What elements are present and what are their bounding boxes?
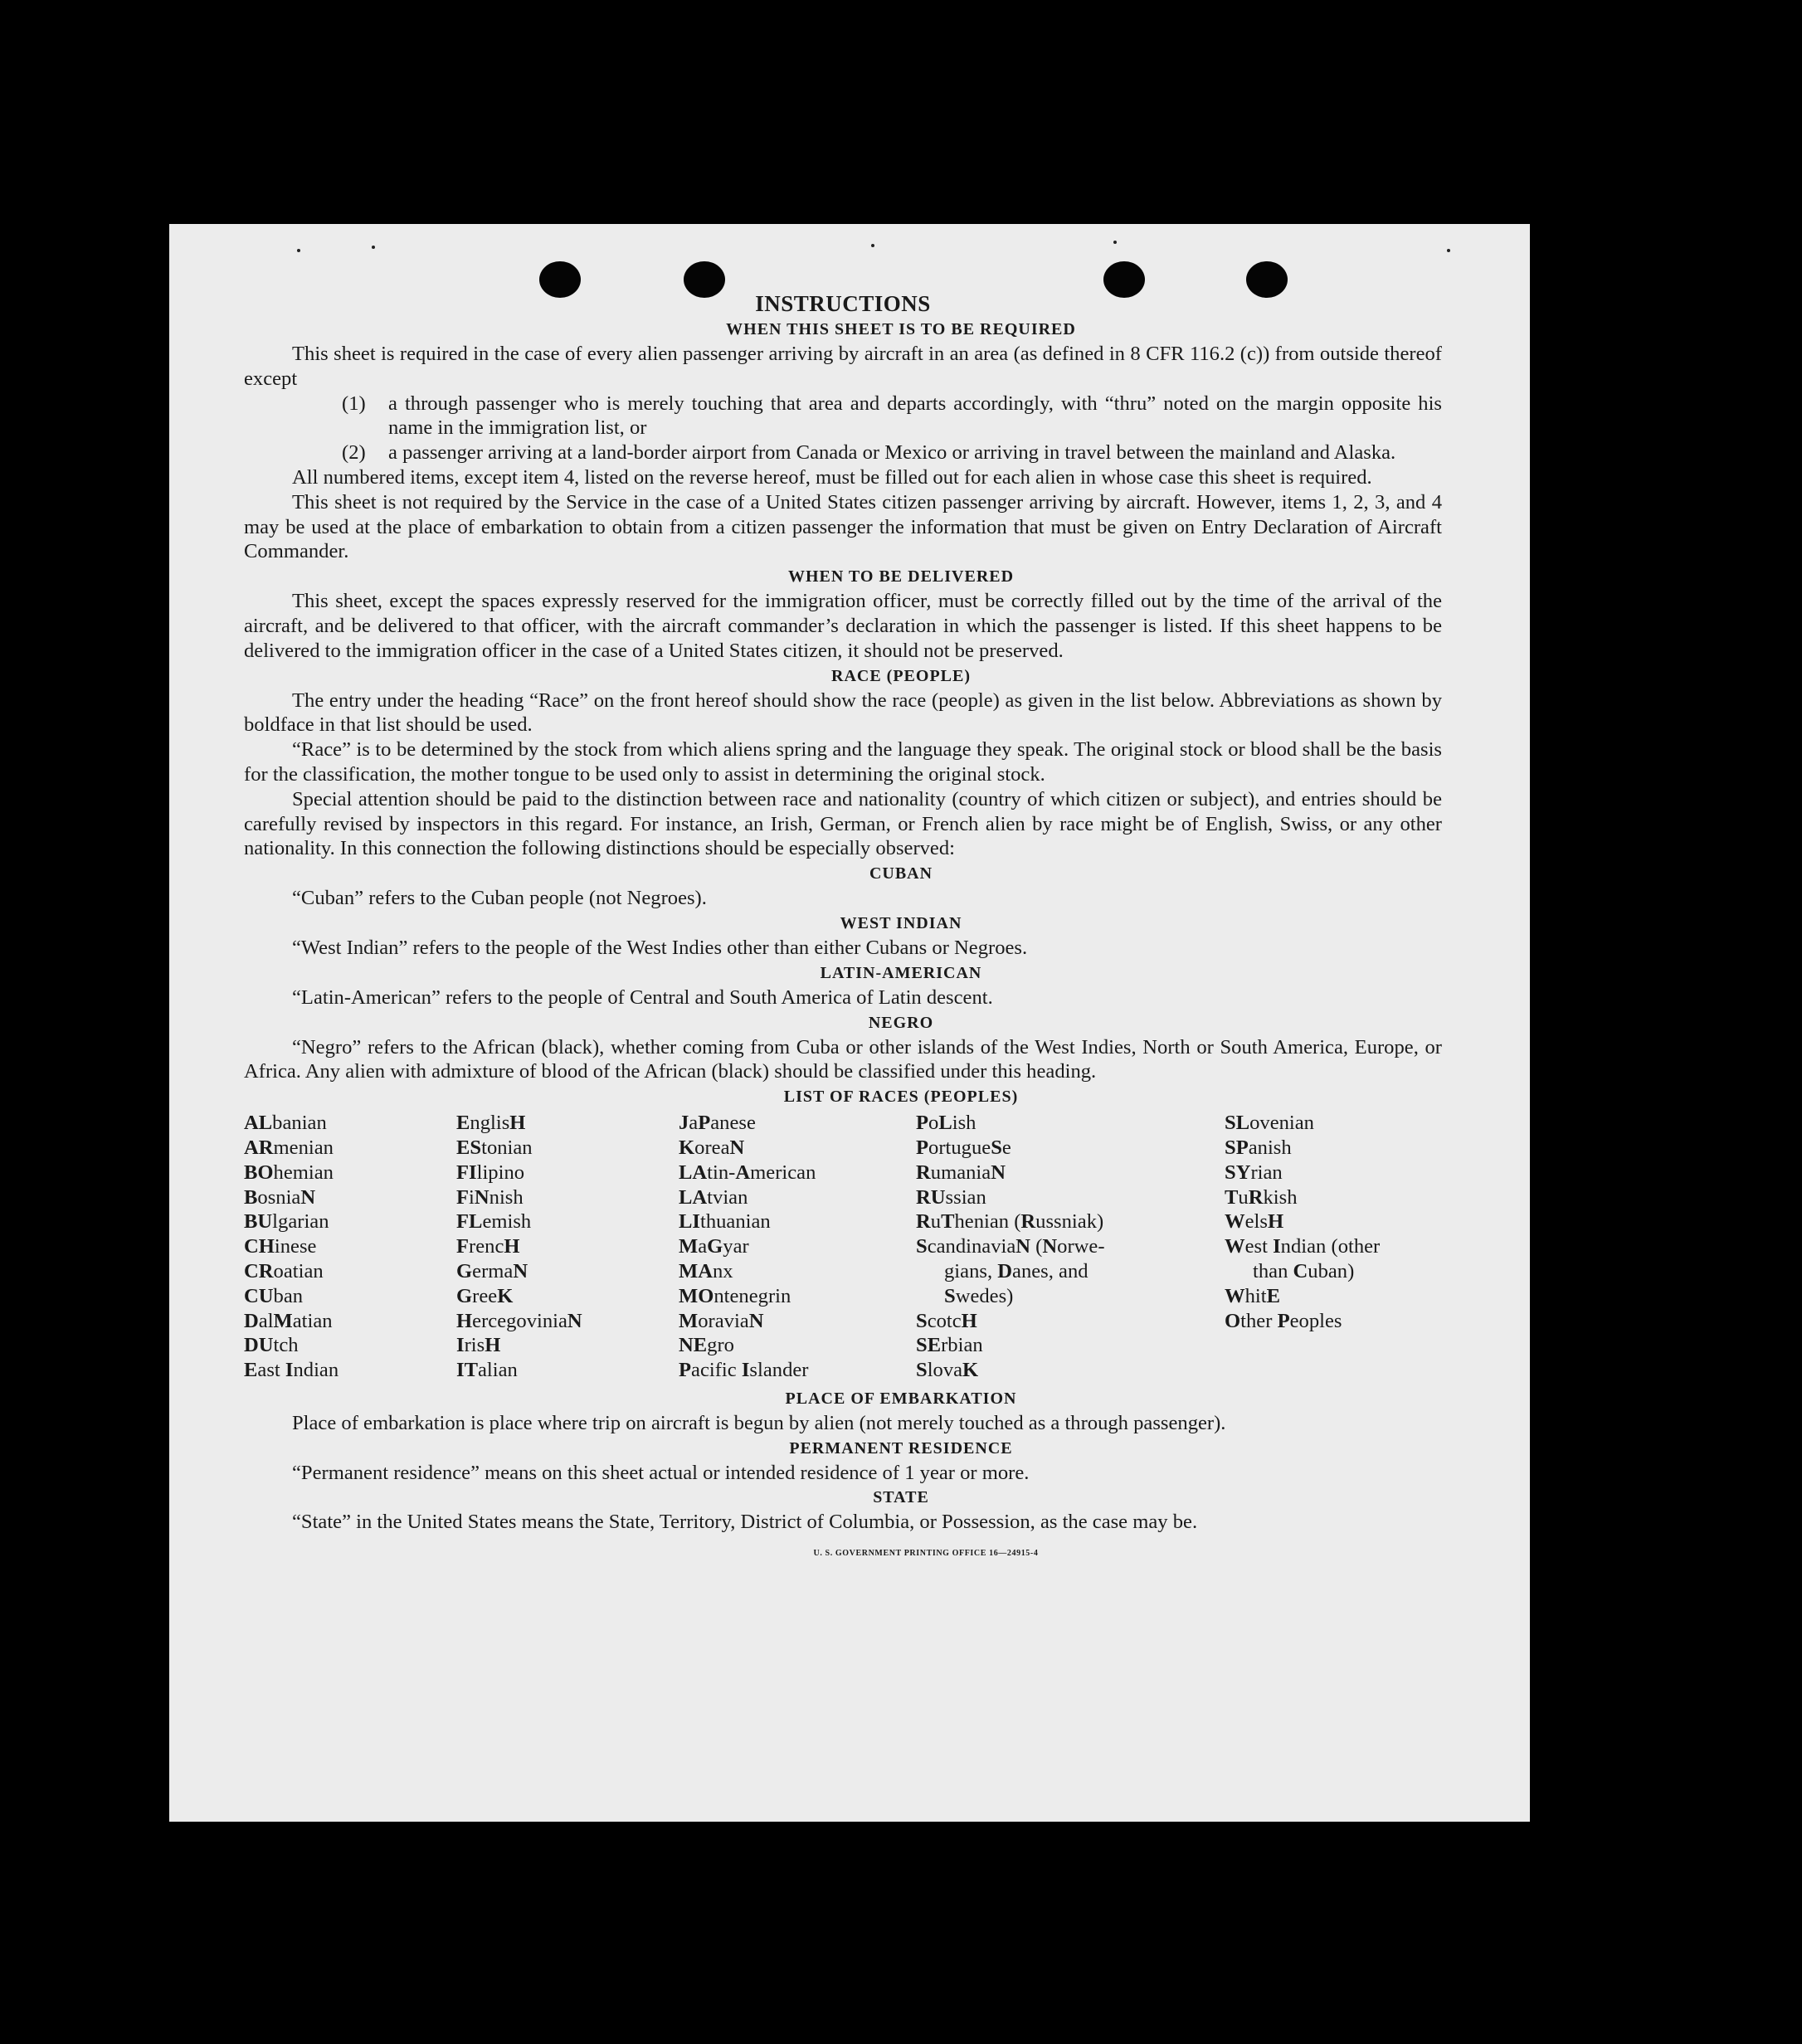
race-entry: ScotcH xyxy=(916,1309,977,1332)
race-entry: DalMatian xyxy=(244,1309,333,1332)
instructions-content xyxy=(244,290,1442,1566)
race-entry: CHinese xyxy=(244,1235,317,1258)
speck xyxy=(1447,249,1450,252)
race-entry: LIthuanian xyxy=(679,1210,771,1234)
document-sheet xyxy=(169,224,1530,1822)
printer-imprint: U. S. GOVERNMENT PRINTING OFFICE 16—24915-4 xyxy=(813,1549,1039,1559)
race-entry: SErbian xyxy=(916,1334,983,1357)
race-entry: MoraviaN xyxy=(679,1309,764,1332)
section-heading-residence: PERMANENT RESIDENCE xyxy=(789,1438,1013,1458)
speck xyxy=(1113,241,1117,244)
race-column-1 xyxy=(244,1111,456,1383)
race-entry: SYrian xyxy=(1225,1161,1283,1184)
item-text: a passenger arriving at a land-border airport from Canada or Mexico or arriving in travel between the mainland and Alaska. xyxy=(388,441,1396,465)
race-entry: gians, Danes, and xyxy=(944,1259,1089,1282)
race-entry: KoreaN xyxy=(679,1136,745,1159)
list-item xyxy=(342,440,1442,465)
race-entry: PortugueSe xyxy=(916,1136,1011,1159)
race-entry: CUban xyxy=(244,1284,304,1307)
paragraph: All numbered items, except item 4, listed on the reverse hereof, must be filled out for each alien in whose case this sheet is required. xyxy=(292,465,1372,489)
race-entry: RUssian xyxy=(916,1185,986,1209)
item-number: (1) xyxy=(342,392,366,415)
race-list xyxy=(244,1111,1442,1383)
race-entry: NEgro xyxy=(679,1334,734,1357)
race-entry: FiNnish xyxy=(456,1185,524,1209)
race-entry: WhitE xyxy=(1225,1284,1280,1307)
race-entry: DUtch xyxy=(244,1334,299,1357)
paragraph: “West Indian” refers to the people of the West Indies other than either Cubans or Negroes. xyxy=(292,936,1028,959)
page-title: INSTRUCTIONS xyxy=(755,291,931,316)
item-number: (2) xyxy=(342,441,366,465)
race-entry: LAtin-American xyxy=(679,1161,816,1184)
race-entry: TuRkish xyxy=(1225,1185,1298,1209)
paragraph: “Cuban” refers to the Cuban people (not Negroes). xyxy=(292,887,707,910)
race-entry: MOntenegrin xyxy=(679,1284,791,1307)
speck xyxy=(297,249,300,252)
race-entry: BOhemian xyxy=(244,1161,334,1184)
section-heading-state: STATE xyxy=(873,1488,929,1507)
list-item xyxy=(342,392,1442,441)
race-entry: JaPanese xyxy=(679,1112,756,1135)
race-entry: GreeK xyxy=(456,1284,514,1307)
section-heading-required: WHEN THIS SHEET IS TO BE REQUIRED xyxy=(726,320,1076,338)
race-entry: PoLish xyxy=(916,1112,976,1135)
section-heading-race: RACE (PEOPLE) xyxy=(831,666,971,685)
race-entry: FIlipino xyxy=(456,1161,525,1184)
race-entry: MAnx xyxy=(679,1259,733,1282)
race-column-2 xyxy=(456,1111,679,1383)
paragraph: Special attention should be paid to the distinction between race and nationality (country of which citizen or subject), and entries should be carefully revised by inspectors in this regard. For instance, an Irish, German, or French alien by race might be of English, Swiss, or any other nationality. In this connection the following distinctions should be especially observed: xyxy=(244,787,1442,860)
section-heading-negro: NEGRO xyxy=(868,1013,934,1032)
race-entry: LAtvian xyxy=(679,1185,748,1209)
race-entry: ITalian xyxy=(456,1359,518,1382)
race-entry: SlovaK xyxy=(916,1359,979,1382)
race-entry: ARmenian xyxy=(244,1136,334,1159)
section-heading-embarkation: PLACE OF EMBARKATION xyxy=(785,1389,1017,1408)
race-entry: EnglisH xyxy=(456,1112,526,1135)
race-entry: East Indian xyxy=(244,1359,339,1382)
race-entry: BUlgarian xyxy=(244,1210,329,1234)
section-heading-west-indian: WEST INDIAN xyxy=(840,913,962,932)
race-entry: FrencH xyxy=(456,1235,520,1258)
paragraph: “Negro” refers to the African (black), whether coming from Cuba or other islands of the West Indies, North or South America, Europe, or Africa. Any alien with admixture of blood of the African (black) should be classified under this heading. xyxy=(244,1035,1442,1083)
race-entry: WelsH xyxy=(1225,1210,1284,1234)
race-column-4 xyxy=(916,1111,1225,1383)
race-entry: SLovenian xyxy=(1225,1112,1314,1135)
section-heading-cuban: CUBAN xyxy=(869,864,933,883)
race-entry: West Indian (other xyxy=(1225,1235,1381,1258)
paragraph: “Latin-American” refers to the people of Central and South America of Latin descent. xyxy=(292,986,993,1009)
race-entry: RuThenian (Russniak) xyxy=(916,1210,1104,1234)
paragraph: This sheet is not required by the Service in the case of a United States citizen passenger arriving by aircraft. However, items 1, 2, 3, and 4 may be used at the place of embarkation to obtain from a citizen passenger the information that must be given on Entry Declaration of Aircraft Commander. xyxy=(244,490,1442,563)
race-entry: EStonian xyxy=(456,1136,533,1159)
paragraph: The entry under the heading “Race” on the front hereof should show the race (people) as given in the list below. Abbreviations as shown by boldface in that list should be used. xyxy=(244,689,1442,737)
race-entry: HercegoviniaN xyxy=(456,1309,582,1332)
race-entry: CRoatian xyxy=(244,1259,324,1282)
race-column-3 xyxy=(679,1111,916,1383)
race-column-5 xyxy=(1225,1111,1442,1383)
speck xyxy=(372,246,375,249)
race-entry: Pacific Islander xyxy=(679,1359,809,1382)
paragraph: This sheet is required in the case of every alien passenger arriving by aircraft in an area (as defined in 8 CFR 116.2 (c)) from outside thereof except xyxy=(244,343,1442,390)
race-entry: RumaniaN xyxy=(916,1161,1006,1184)
race-entry: GermaN xyxy=(456,1259,528,1282)
race-entry: than Cuban) xyxy=(1253,1259,1355,1282)
race-entry: Swedes) xyxy=(944,1284,1014,1307)
section-heading-list-of-races: LIST OF RACES (PEOPLES) xyxy=(783,1088,1019,1107)
race-entry: IrisH xyxy=(456,1334,501,1357)
paragraph: Place of embarkation is place where trip on aircraft is begun by alien (not merely touched as a through passenger). xyxy=(292,1411,1226,1434)
race-entry: ALbanian xyxy=(244,1112,327,1135)
section-heading-delivered: WHEN TO BE DELIVERED xyxy=(787,567,1015,586)
race-entry: Other Peoples xyxy=(1225,1309,1342,1332)
race-entry: FLemish xyxy=(456,1210,532,1234)
item-text: a through passenger who is merely touching that area and departs accordingly, with “thru” noted on the margin opposite his name in the immigration list, or xyxy=(388,392,1442,440)
paragraph: “State” in the United States means the State, Territory, District of Columbia, or Possession, as the case may be. xyxy=(292,1511,1198,1534)
speck xyxy=(871,244,874,247)
section-heading-latin-american: LATIN-AMERICAN xyxy=(820,963,982,982)
race-entry: MaGyar xyxy=(679,1235,749,1258)
paragraph: “Race” is to be determined by the stock from which aliens spring and the language they speak. The original stock or blood shall be the basis for the classification, the mother tongue to be used only to assist in determining the original stock. xyxy=(244,738,1442,786)
paragraph: This sheet, except the spaces expressly reserved for the immigration officer, must be correctly filled out by the time of the arrival of the aircraft, and be delivered to that officer, with the aircraft commander’s declaration in which the passenger is listed. If this sheet happens to be delivered to the immigration officer in the case of a United States citizen, it should not be preserved. xyxy=(244,590,1442,662)
race-entry: BosniaN xyxy=(244,1185,316,1209)
race-entry: ScandinaviaN (Norwe- xyxy=(916,1235,1105,1258)
race-entry: SPanish xyxy=(1225,1136,1292,1159)
paragraph: “Permanent residence” means on this sheet actual or intended residence of 1 year or more. xyxy=(292,1461,1030,1484)
